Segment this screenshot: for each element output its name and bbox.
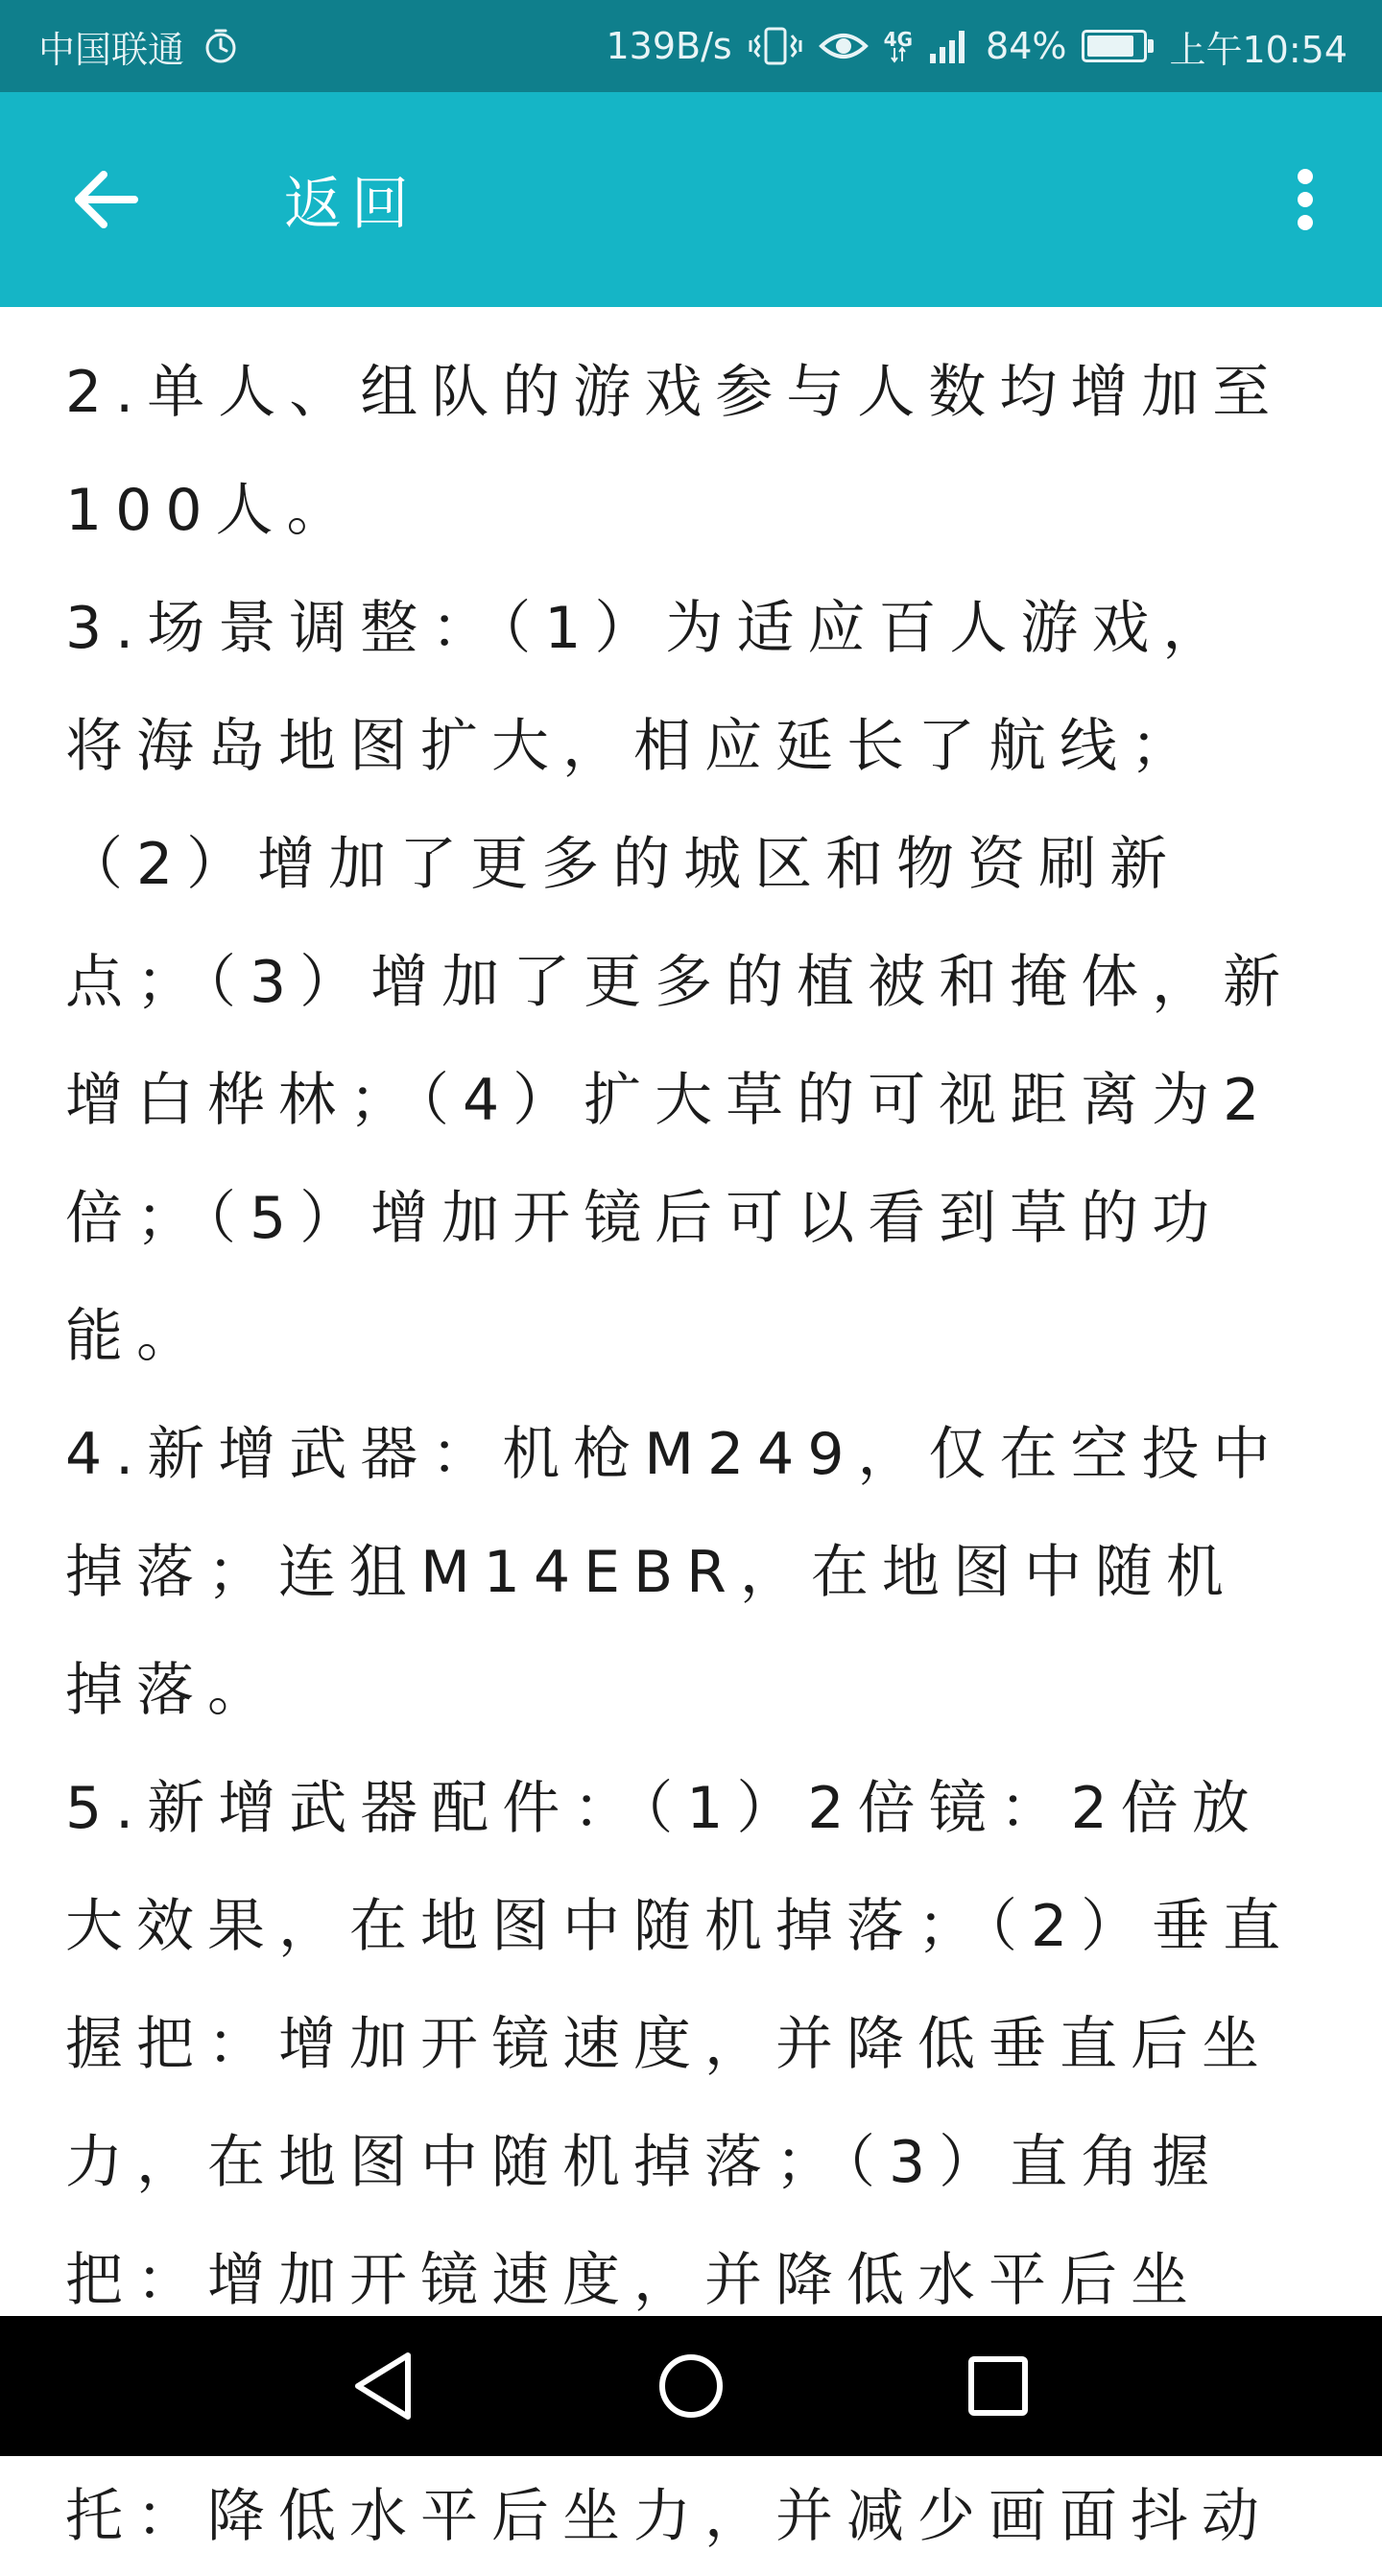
- alarm-clock-icon: [202, 27, 240, 65]
- system-navigation-bar: [0, 2316, 1382, 2456]
- eye-comfort-icon: [819, 27, 869, 65]
- nav-back-triangle-icon: [350, 2350, 417, 2422]
- article-paragraph: 2.单人、组队的游戏参与人数均增加至100人。: [65, 359, 1284, 544]
- carrier-name: 中国联通: [38, 28, 185, 71]
- overflow-menu-button[interactable]: [1267, 152, 1344, 248]
- battery-level-fill: [1087, 35, 1132, 57]
- more-vertical-icon: [1294, 165, 1317, 234]
- app-bar: [0, 92, 1382, 307]
- battery-tip: [1148, 39, 1154, 53]
- article-scroll-area[interactable]: [0, 307, 1382, 2550]
- nav-back-button[interactable]: [336, 2338, 432, 2434]
- nav-recents-square-icon: [966, 2354, 1030, 2418]
- battery-body: [1082, 30, 1147, 62]
- back-button[interactable]: [58, 152, 154, 248]
- status-left-group: [38, 20, 240, 73]
- nav-home-circle-icon: [656, 2351, 726, 2421]
- nav-home-button[interactable]: [643, 2338, 739, 2434]
- network-speed: 139B/s: [606, 25, 732, 67]
- battery-icon: [1082, 30, 1154, 62]
- battery-percent: 84%: [986, 25, 1067, 67]
- article-paragraph: 3.场景调整：（1）为适应百人游戏，将海岛地图扩大，相应延长了航线；（2）增加了更多的城区和物资刷新点；（3）增加了更多的植被和掩体，新增白桦林；（4）扩大草的可视距离为2倍；（5）增加开镜后可以看到草的功能。: [65, 595, 1295, 1370]
- network-type-label: [883, 28, 914, 61]
- status-bar: [0, 0, 1382, 92]
- network-type-text: 4G: [883, 28, 914, 51]
- article-paragraph: 5.新增武器配件：（1）2倍镜：2倍放大效果，在地图中随机掉落；（2）垂直握把：增加开镜速度，并降低垂直后坐力，在地图中随机掉落；（3）直角握把：增加开镜速度，并降低水平后坐 托：降低水平后坐力，并减少画面抖动: [65, 1775, 1295, 2550]
- clock-time: 上午10:54: [1169, 28, 1347, 71]
- vibrate-icon: [748, 26, 803, 66]
- article-body: [0, 307, 1382, 2576]
- page-title[interactable]: 返回: [284, 171, 418, 238]
- status-right-group: [606, 20, 1347, 73]
- arrow-left-icon: [71, 169, 140, 230]
- nav-recents-button[interactable]: [950, 2338, 1046, 2434]
- article-paragraph: 4.新增武器：机枪M249，仅在空投中掉落；连狙M14EBR，在地图中随机掉落。: [65, 1421, 1284, 1724]
- signal-bars-icon: [928, 27, 970, 65]
